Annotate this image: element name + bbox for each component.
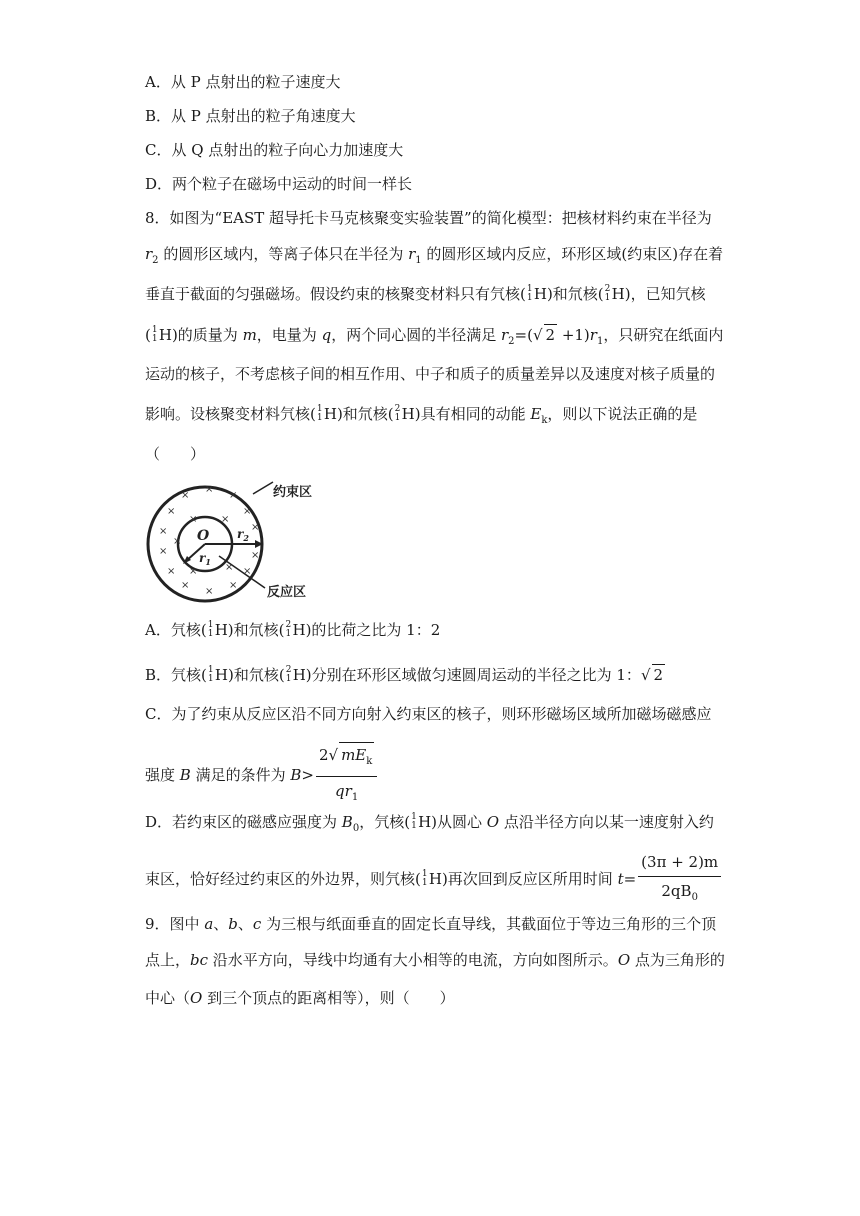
q8-line-1: 8．如图为“EAST 超导托卡马克核聚变实验装置”的简化模型：把核材料约束在半径为 xyxy=(145,209,712,227)
text: 的圆形区域内反应，环形区域(约束区)存在着 xyxy=(421,245,724,263)
text: H)和氘核( xyxy=(533,285,604,303)
q8-option-c-line-2 xyxy=(145,742,377,810)
text: H)再次回到反应区所用时间 xyxy=(428,870,618,888)
text: 沿水平方向，导线中均通有大小相等的电流，方向如图所示。 xyxy=(208,951,618,969)
q8-line-2 xyxy=(145,244,723,271)
text: 满足的条件为 xyxy=(190,766,291,784)
var-r: r xyxy=(145,245,153,263)
q8-option-d-line-1 xyxy=(145,812,714,839)
nuclide-notation: 2 1 xyxy=(394,404,401,423)
var-a: a xyxy=(204,915,214,933)
text: H)的比荷之比为 1：2 xyxy=(292,621,441,639)
text: 点为三角形的 xyxy=(630,951,725,969)
constraint-zone-label: 约束区 xyxy=(273,485,313,500)
var-b: B xyxy=(341,813,353,831)
field-cross-mark: × xyxy=(243,566,252,577)
var-o: O xyxy=(486,813,500,831)
field-cross-mark: × xyxy=(251,522,260,533)
var-r: r xyxy=(408,245,416,263)
var-e: E xyxy=(530,405,542,423)
sqrt-body: 2 xyxy=(653,666,664,684)
field-cross-mark: × xyxy=(167,506,176,517)
field-cross-mark: × xyxy=(159,546,168,557)
nuclide-notation: 2 1 xyxy=(285,665,292,684)
q9-line-2 xyxy=(145,950,725,970)
text: 为三根与纸面垂直的固定长直导线，其截面位于等边三角形的三个顶 xyxy=(261,915,717,933)
text: 点上， xyxy=(145,951,191,969)
text: 9．图中 xyxy=(145,915,205,933)
q8-option-b xyxy=(145,664,665,686)
subscript: 1 xyxy=(415,255,422,266)
center-label-o: O xyxy=(197,528,210,544)
text: 束区，恰好经过约束区的外边界，则氕核( xyxy=(145,870,421,888)
var-c: c xyxy=(252,915,262,933)
inequality: B> xyxy=(290,766,314,784)
q8-answer-blank: （ ） xyxy=(145,445,206,463)
nuclide-notation: 1 1 xyxy=(207,665,214,684)
text: D．若约束区的磁感应强度为 xyxy=(145,813,342,831)
field-cross-mark: × xyxy=(243,506,252,517)
text: 、 xyxy=(237,915,253,933)
text: H)分别在环形区域做匀速圆周运动的半径之比为 1： xyxy=(292,666,641,684)
q8-line-3 xyxy=(145,284,706,305)
text: ，则以下说法正确的是 xyxy=(547,405,698,423)
field-cross-mark: × xyxy=(205,484,214,495)
var-b: B xyxy=(179,766,191,784)
subscript: 2 xyxy=(508,336,515,347)
text: 点沿半径方向以某一速度射入约 xyxy=(499,813,714,831)
var-bc: bc xyxy=(190,951,209,969)
field-cross-mark: × xyxy=(225,562,234,573)
text: H)和氘核( xyxy=(323,405,394,423)
text: H)具有相同的动能 xyxy=(401,405,531,423)
text: = xyxy=(623,870,637,888)
field-cross-mark: × xyxy=(173,536,182,547)
nuclide-notation: 1 1 xyxy=(207,620,214,639)
reaction-zone-label: 反应区 xyxy=(267,585,307,600)
var-q: q xyxy=(321,326,332,344)
subscript: 0 xyxy=(352,823,360,834)
text: ，氕核( xyxy=(359,813,411,831)
field-cross-mark: × xyxy=(205,586,214,597)
field-cross-mark: × xyxy=(167,566,176,577)
nuclide-notation: 1 1 xyxy=(526,284,533,303)
magnetic-confinement-diagram xyxy=(145,478,335,610)
text: 影响。设核聚变材料氕核( xyxy=(145,405,316,423)
field-cross-mark: × xyxy=(181,490,190,501)
nuclide-notation: 1 1 xyxy=(316,404,323,423)
constraint-leader-line xyxy=(253,482,273,494)
field-cross-mark: × xyxy=(159,526,168,537)
q8-line-5: 运动的核子，不考虑核子间的相互作用、中子和质子的质量差异以及速度对核子质量的 xyxy=(145,365,716,383)
q9-line-1 xyxy=(145,914,716,934)
subscript: 1 xyxy=(596,336,604,347)
option-b-prev: B．从 P 点射出的粒子角速度大 xyxy=(145,107,356,125)
text: 到三个顶点的距离相等），则（ ） xyxy=(202,989,455,1007)
fraction: $\frac{2√ mE_k}{qr_1}$ xyxy=(316,742,377,810)
text: H)，已知氕核 xyxy=(611,285,706,303)
text: ，只研究在纸面内 xyxy=(603,326,724,344)
q8-option-c-line-1: C．为了约束从反应区沿不同方向射入约束区的核子，则环形磁场区域所加磁场磁感应 xyxy=(145,705,712,723)
text: 垂直于截面的匀强磁场。假设约束的核聚变材料只有氕核( xyxy=(145,285,526,303)
r1-label: $r_1$ xyxy=(199,551,211,567)
text: H)和氘核( xyxy=(214,621,285,639)
q8-option-d-line-2 xyxy=(145,850,721,910)
var-o: O xyxy=(617,951,631,969)
fraction: $\frac{(3\pi + 2)m}{2qB_0}$ xyxy=(638,850,721,910)
subscript: k xyxy=(541,415,548,426)
field-cross-mark: × xyxy=(251,550,260,561)
nuclide-notation: 2 1 xyxy=(604,284,611,303)
nuclide-notation: 1 1 xyxy=(421,869,428,888)
text: =( xyxy=(514,326,533,344)
text: H)从圆心 xyxy=(418,813,487,831)
text: H)和氘核( xyxy=(214,666,285,684)
option-a-prev: A．从 P 点射出的粒子速度大 xyxy=(145,73,341,91)
q8-line-4 xyxy=(145,324,723,352)
q9-line-3 xyxy=(145,988,455,1008)
option-c-prev: C．从 Q 点射出的粒子向心力加速度大 xyxy=(145,141,404,159)
text: 、 xyxy=(213,915,229,933)
var-r: r xyxy=(500,326,509,344)
nuclide-notation: 1 1 xyxy=(151,325,158,344)
var-b: b xyxy=(228,915,238,933)
text: ，两个同心圆的半径满足 xyxy=(331,326,501,344)
nuclide-notation: 2 1 xyxy=(285,620,292,639)
text: 中心（ xyxy=(145,989,191,1007)
r2-label: $r_2$ xyxy=(237,527,249,543)
text: +1) xyxy=(557,326,590,344)
q8-line-6 xyxy=(145,404,697,431)
q8-option-a xyxy=(145,620,440,641)
var-o: O xyxy=(190,989,203,1007)
sqrt-sign: √ xyxy=(640,666,651,684)
field-cross-mark: × xyxy=(189,566,198,577)
subscript: 2 xyxy=(152,255,159,266)
text: A．氕核( xyxy=(145,621,207,639)
field-cross-mark: × xyxy=(229,580,238,591)
text: ( xyxy=(145,326,151,344)
text: 的圆形区域内，等离子体只在半径为 xyxy=(158,245,409,263)
field-cross-mark: × xyxy=(189,514,198,525)
text: H)的质量为 xyxy=(158,326,243,344)
field-cross-mark: × xyxy=(181,580,190,591)
nuclide-notation: 1 1 xyxy=(411,812,417,831)
field-cross-mark: × xyxy=(229,490,238,501)
option-d-prev: D．两个粒子在磁场中运动的时间一样长 xyxy=(145,175,413,193)
var-t: t xyxy=(617,870,624,888)
text: ，电量为 xyxy=(256,326,322,344)
var-m: m xyxy=(242,326,257,344)
var-r: r xyxy=(589,326,597,344)
sqrt-sign: √ xyxy=(532,326,543,344)
text: 强度 xyxy=(145,766,180,784)
text: B．氕核( xyxy=(145,666,207,684)
field-cross-mark: × xyxy=(221,514,230,525)
sqrt-body: 2 xyxy=(545,326,556,344)
